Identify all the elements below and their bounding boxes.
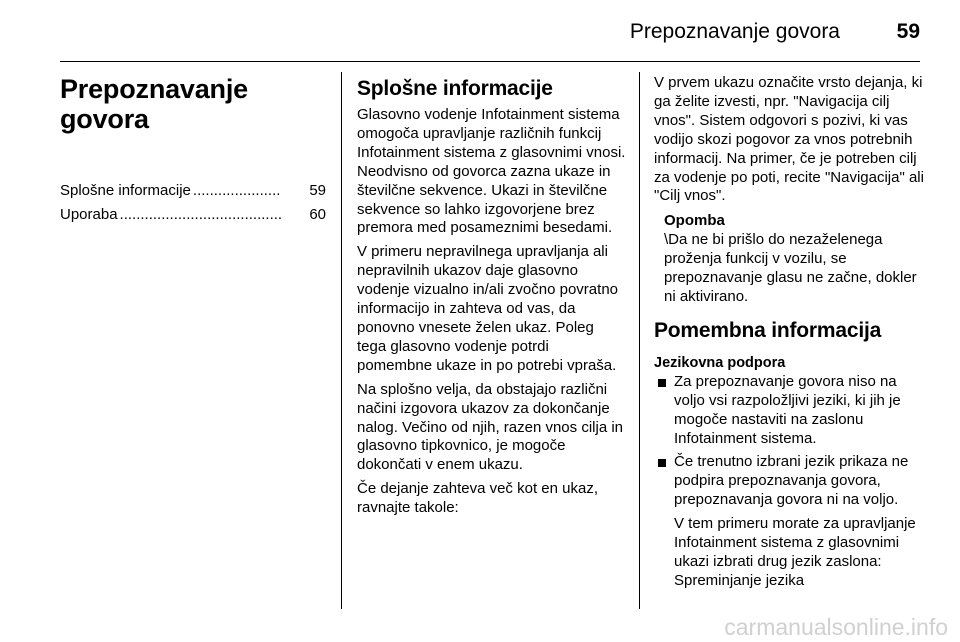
chapter-title-line1: Prepoznavanje bbox=[60, 74, 248, 104]
section-heading-important: Pomembna informacija bbox=[654, 318, 882, 342]
paragraph: V primeru nepravilnega upravljanja ali nepravilnih ukazov daje glasovno vodenje vizualno in/ali zvočno povratno informacijo in zahteva od vas, da ponovno vnesete želen ukaz. Poleg tega glasovno vodenje potrdi pomembne ukaze in po potrebi vpraša. bbox=[357, 243, 618, 374]
paragraph: Glasovno vodenje Infotainment sistema omogoča upravljanje različnih funkcij Infotainment sistema z glasovnimi vnosi. Neodvisno od govorca zazna ukaze in številčne sekvence. Ukazi in številčne sekvence so lahko izgovorjene brez premora med posameznimi besedami. bbox=[357, 106, 626, 237]
list-item-text: Če trenutno izbrani jezik prikaza ne podpira prepoznavanja govora, prepoznavanja govora ni na voljo. bbox=[674, 453, 909, 509]
toc-entry-label: Splošne informacije bbox=[60, 182, 191, 199]
toc-entry-splosne[interactable] bbox=[60, 179, 326, 203]
watermark: carmanualsonline.info bbox=[724, 614, 948, 640]
table-of-contents bbox=[60, 179, 326, 227]
column-toc bbox=[60, 74, 326, 227]
toc-entry-uporaba[interactable] bbox=[60, 203, 326, 227]
toc-leader-dots: ..................... bbox=[192, 182, 281, 199]
chapter-title-line2: govora bbox=[60, 104, 149, 134]
chapter-title bbox=[60, 74, 326, 134]
note-title: Opomba bbox=[664, 212, 725, 230]
column-details bbox=[654, 74, 926, 591]
toc-entry-page: 59 bbox=[309, 182, 326, 199]
paragraph: Na splošno velja, da obstajajo različni načini izgovora ukazov za dokončanje nalog. Večino od njih, razen vnos cilja in glasovno tipkovnico, je mogoče dokončati v enem ukazu. bbox=[357, 380, 624, 474]
list-item bbox=[654, 373, 926, 449]
paragraph: V prvem ukazu označite vrsto dejanja, ki ga želite izvesti, npr. "Navigacija cilj vnos". Sistem odgovori s pozivi, ki vas vodijo skozi pogovor za vnos potrebnih informacij. Na primer, če je potreben cilj za vodenje po poti, recite "Navigacija" ali "Cilj vnos". bbox=[654, 74, 924, 205]
page-number: 59 bbox=[896, 20, 920, 43]
column-divider-2 bbox=[639, 72, 640, 609]
note-text: \Da ne bi prišlo do nezaželenega proženja funkcij v vozilu, se prepoznavanje glasu ne začne, dokler ni aktivirano. bbox=[664, 231, 917, 305]
column-general-info bbox=[357, 74, 627, 523]
subheading-language-support: Jezikovna podpora bbox=[654, 354, 786, 371]
toc-leader-dots: ....................................... bbox=[119, 206, 283, 223]
toc-entry-page: 60 bbox=[309, 206, 326, 223]
list-item bbox=[654, 453, 926, 510]
square-bullet-icon bbox=[658, 459, 666, 467]
note-block bbox=[654, 212, 926, 307]
square-bullet-icon bbox=[658, 379, 666, 387]
list-item-continuation: V tem primeru morate za upravljanje Infotainment sistema z glasovnimi ukazi izbrati drug jezik zaslona: Spreminjanje jezika bbox=[674, 515, 916, 589]
running-title: Prepoznavanje govora bbox=[629, 20, 840, 43]
column-divider-1 bbox=[341, 72, 342, 609]
page-header bbox=[60, 16, 920, 62]
list-item-text: Za prepoznavanje govora niso na voljo vsi razpoložljivi jeziki, ki jih je mogoče nastaviti na zaslonu Infotainment sistema. bbox=[674, 372, 901, 447]
section-heading-general: Splošne informacije bbox=[357, 77, 553, 100]
paragraph: Če dejanje zahteva več kot en ukaz, ravnajte takole: bbox=[357, 480, 598, 517]
toc-entry-label: Uporaba bbox=[60, 206, 118, 223]
